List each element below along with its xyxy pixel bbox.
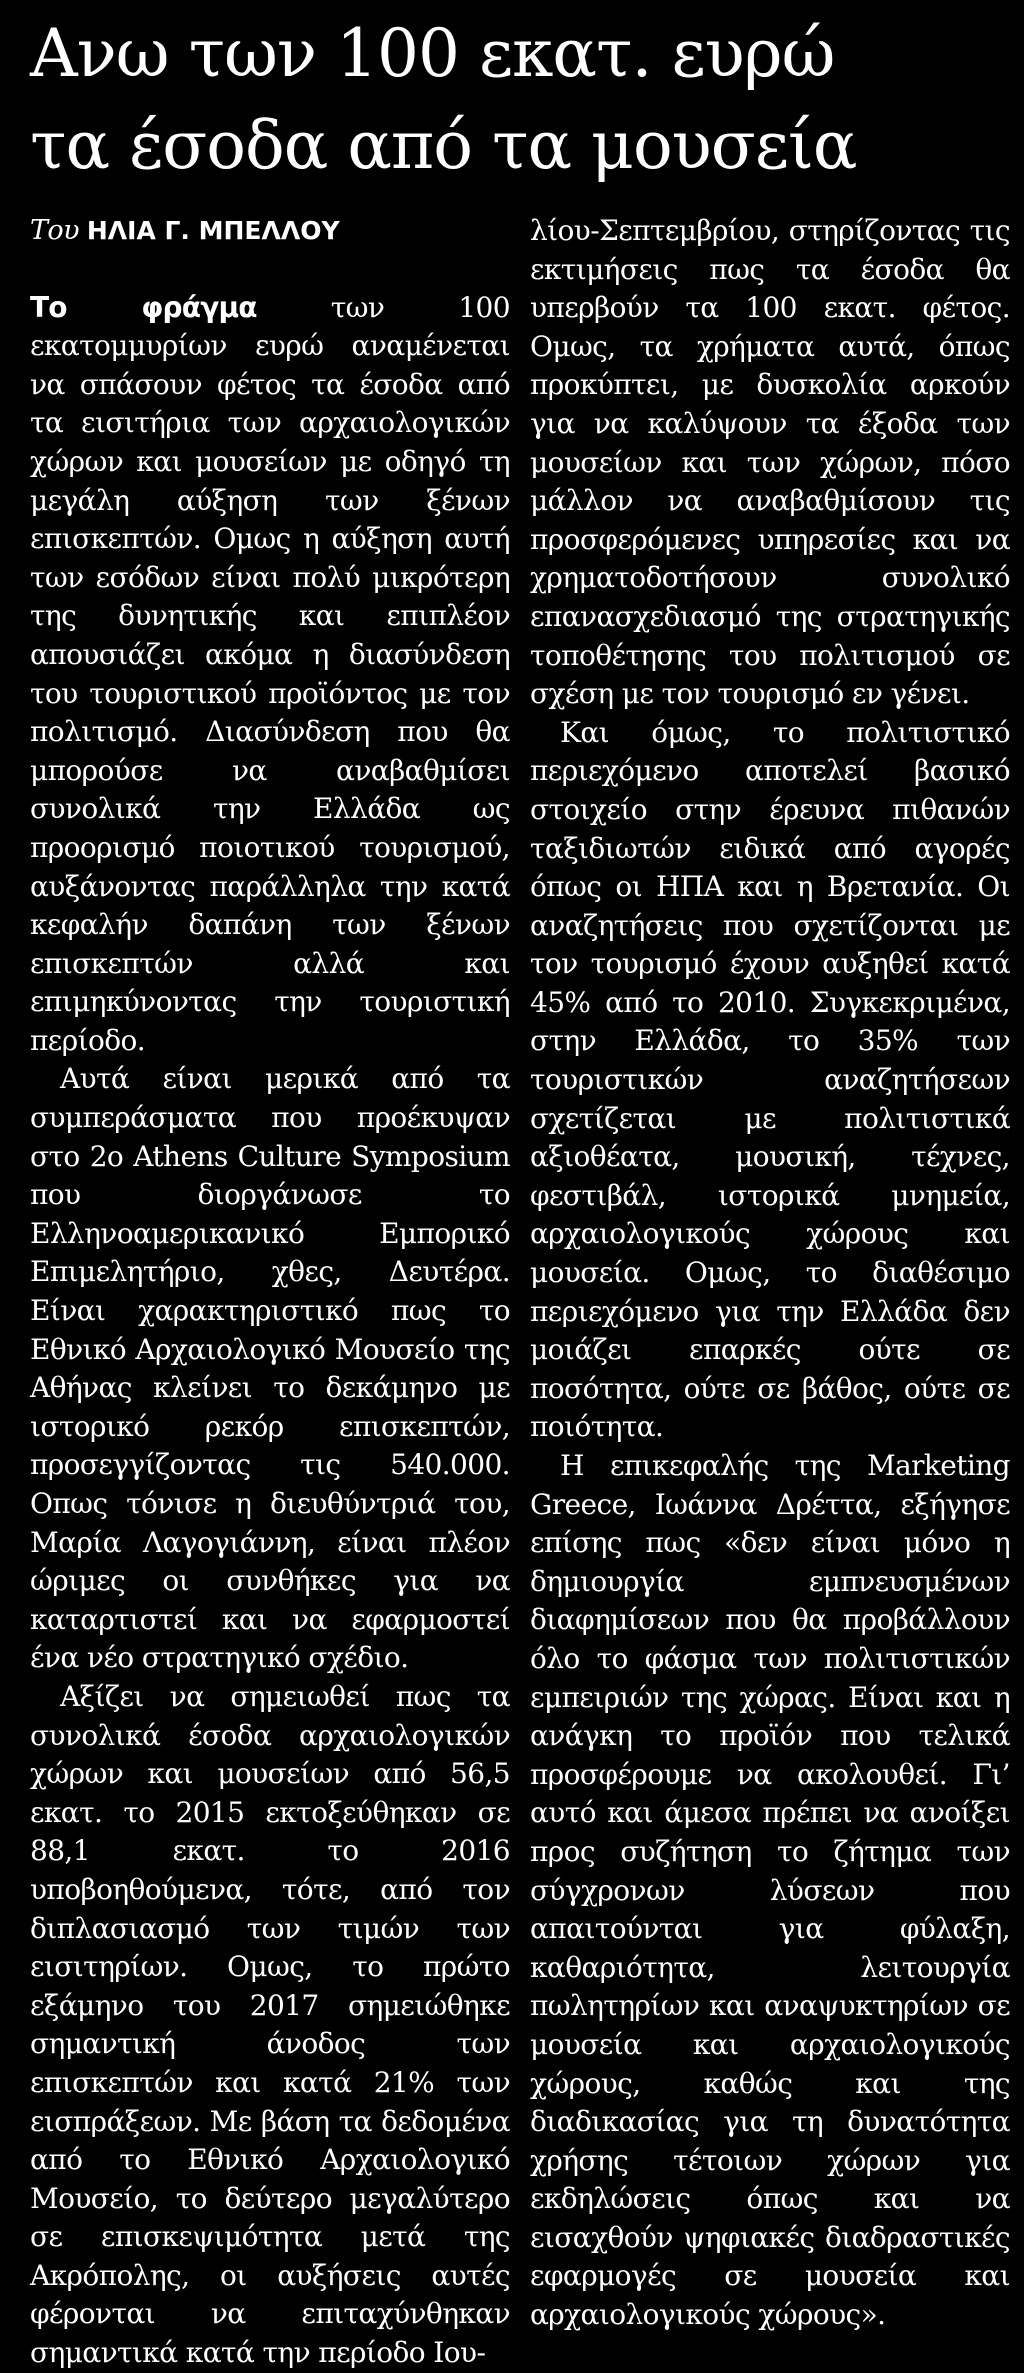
headline-line-2: τα έσοδα από τα μουσεία bbox=[30, 107, 857, 184]
paragraph-1-text: των 100 εκατομμυρίων ευρώ αναμένεται να σπάσουν φέτος τα έσοδα από τα εισιτήρια των αρχαιολογικών χώρων και μουσείων με οδηγό τη μεγάλη αύξηση των ξένων επισκεπτών. Ομως η αύξηση αυτή των εσόδων είναι πολύ μικρότερη της δυνητικής και επιπλέον απουσιάζει ακόμα η διασύνδεση του τουριστικού προϊόντος με τον πολιτισμό. Διασύνδεση που θα μπορούσε να αναβαθμίσει συνολικά την Ελλάδα ως προορισμό ποιοτικού τουρισμού, αυξάνοντας παράλληλα την κατά κεφαλήν δαπάνη των ξένων επισκεπτών αλλά και επιμηκύνοντας την τουριστική περίοδο. bbox=[30, 290, 510, 1057]
column-right bbox=[530, 212, 1010, 2373]
column-left bbox=[30, 212, 510, 2373]
paragraph-5: Η επικεφαλής της Marketing Greece, Ιωάννα Δρέττα, εξήγησε επίσης πως «δεν είναι μόνο η δημιουργία εμπνευσμένων διαφημίσεων που θα προβάλλουν όλο το φάσμα των πολιτιστικών εμπειριών της χώρας. Είναι και η ανάγκη το προϊόν που τελικά προσφέρουμε να ακολουθεί. Γι’ αυτό και άμεσα πρέπει να ανοίξει προς συζήτηση το ζήτημα των σύγχρονων λύσεων που απαιτούνται για φύλαξη, καθαριότητα, λειτουργία πωλητηρίων και αναψυκτηρίων σε μουσεία και αρχαιολογικούς χώρους, καθώς και της διαδικασίας για τη δυνατότητα χρήσης τέτοιων χώρων για εκδηλώσεις όπως και να εισαχθούν ψηφιακές διαδραστικές εφαρμογές σε μουσεία και αρχαιολογικούς χώρους». bbox=[530, 1449, 1010, 2332]
byline-prefix: Του bbox=[30, 215, 79, 246]
byline bbox=[30, 212, 510, 251]
lead-in: Το φράγμα bbox=[30, 290, 257, 324]
paragraph-2: Αυτά είναι μερικά από τα συμπεράσματα που προέκυψαν στο 2ο Athens Culture Symposium που διοργάνωσε το Ελληνοαμερικανικό Εμπορικό Επιμελητήριο, χθες, Δευτέρα. Είναι χαρακτηριστικό πως το Εθνικό Αρχαιολογικό Μουσείο της Αθήνας κλείνει το δεκάμηνο με ιστορικό ρεκόρ επισκεπτών, προσεγγίζοντας τις 540.000. Οπως τόνισε η διευθύντριά του, Μαρία Λαγογιάννη, είναι πλέον ώριμες οι συνθήκες για να καταρτιστεί και να εφαρμοστεί ένα νέο στρατηγικό σχέδιο. bbox=[30, 1062, 510, 1675]
byline-author: ΗΛΙΑ Γ. ΜΠΕΛΛΟΥ bbox=[86, 216, 340, 245]
headline bbox=[30, 0, 1004, 192]
headline-line-1: Ανω των 100 εκατ. ευρώ bbox=[30, 15, 835, 92]
paragraph-4: Και όμως, το πολιτιστικό περιεχόμενο αποτελεί βασικό στοιχείο στην έρευνα πιθανών ταξιδιωτών ειδικά από αγορές όπως οι ΗΠΑ και η Βρετανία. Οι αναζητήσεις που σχετίζονται με τον τουρισμό έχουν αυξηθεί κατά 45% από το 2010. Συγκεκριμένα, στην Ελλάδα, το 35% των τουριστικών αναζητήσεων σχετίζεται με πολιτιστικά αξιοθέατα, μουσική, τέχνες, φεστιβάλ, ιστορικά μνημεία, αρχαιολογικούς χώρους και μουσεία. Ομως, το διαθέσιμο περιεχόμενο για την Ελλάδα δεν μοιάζει επαρκές ούτε σε ποσότητα, ούτε σε βάθος, ούτε σε ποιότητα. bbox=[530, 715, 1010, 1444]
paragraph-3-continued: λίου-Σεπτεμβρίου, στηρίζοντας τις εκτιμήσεις πως τα έσοδα θα υπερβούν τα 100 εκατ. φέτος. Ομως, τα χρήματα αυτά, όπως προκύπτει, με δυσκολία αρκούν για να καλύψουν τα έξοδα των μουσείων και των χώρων, πόσο μάλλον να αναβαθμίσουν τις προσφερόμενες υπηρεσίες και να χρηματοδοτήσουν συνολικό επανασχεδιασμό της στρατηγικής τοποθέτησης του πολιτισμού σε σχέση με τον τουρισμό εν γένει. bbox=[530, 214, 1010, 711]
paragraph-3: Αξίζει να σημειωθεί πως τα συνολικά έσοδα αρχαιολογικών χώρων και μουσείων από 56,5 εκατ. το 2015 εκτοξεύθηκαν σε 88,1 εκατ. το 2016 υποβοηθούμενα, τότε, από τον διπλασιασμό των τιμών των εισιτηρίων. Ομως, το πρώτο εξάμηνο του 2017 σημειώθηκε σημαντική άνοδος των επισκεπτών και κατά 21% των εισπράξεων. Με βάση τα δεδομένα από το Εθνικό Αρχαιολογικό Μουσείο, το δεύτερο μεγαλύτερο σε επισκεψιμότητα μετά της Ακρόπολης, οι αυξήσεις αυτές φέρονται να επιταχύνθηκαν σημαντικά κατά την περίοδο Ιου- bbox=[30, 1679, 510, 2370]
article-columns bbox=[30, 212, 1010, 2373]
paragraph-1 bbox=[30, 289, 510, 1061]
